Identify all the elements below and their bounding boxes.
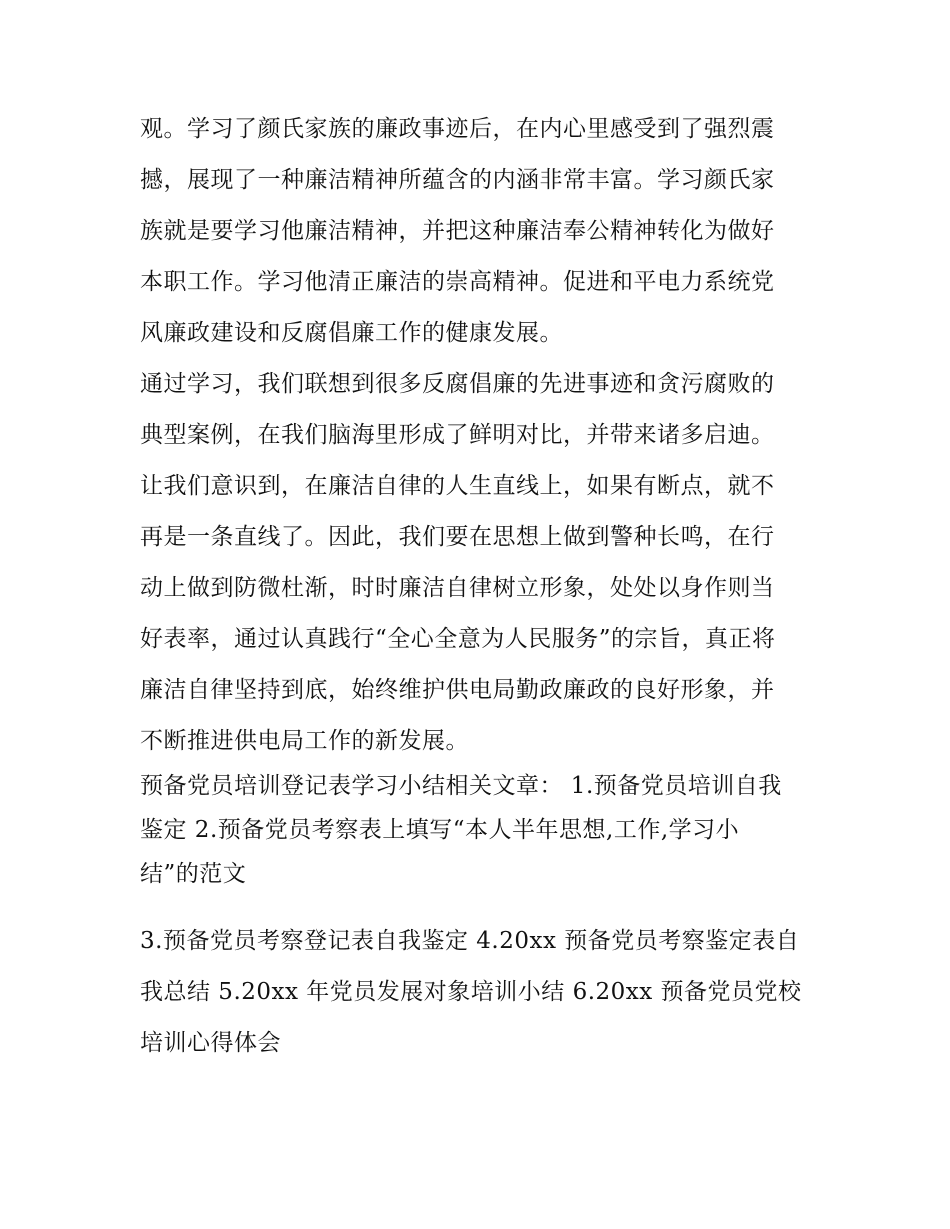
paragraph-line: 不断推进供电局工作的新发展。 [140, 728, 469, 754]
paragraph-line: 撼，展现了一种廉洁精神所蕴含的内涵非常丰富。学习颜氏家 [140, 167, 775, 193]
paragraph-line: 我总结 5.20xx 年党员发展对象培训小结 6.20xx 预备党员党校 [140, 979, 802, 1005]
paragraph-line: 让我们意识到，在廉洁自律的人生直线上，如果有断点，就不 [140, 473, 775, 499]
paragraph-line: 典型案例，在我们脑海里形成了鲜明对比，并带来诸多启迪。 [140, 422, 775, 448]
paragraph-line: 廉洁自律坚持到底，始终维护供电局勤政廉政的良好形象，并 [140, 677, 775, 703]
related-articles-list [140, 916, 820, 1069]
paragraph-line: 族就是要学习他廉洁精神，并把这种廉洁奉公精神转化为做好 [140, 218, 775, 244]
paragraph-line: 结”的范文 [140, 861, 247, 887]
paragraph-line: 本职工作。学习他清正廉洁的崇高精神。促进和平电力系统党 [140, 269, 775, 295]
paragraph-line: 好表率，通过认真践行“全心全意为人民服务”的宗旨，真正将 [140, 626, 776, 652]
paragraph-line: 动上做到防微杜渐，时时廉洁自律树立形象，处处以身作则当 [140, 575, 775, 601]
paragraph-line: 通过学习，我们联想到很多反腐倡廉的先进事迹和贪污腐败的 [140, 371, 775, 397]
paragraph-line: 培训心得体会 [140, 1030, 281, 1056]
paragraph-2 [140, 359, 820, 767]
related-articles-heading [140, 764, 820, 896]
paragraph-line: 再是一条直线了。因此，我们要在思想上做到警种长鸣，在行 [140, 524, 775, 550]
paragraph-line: 观。学习了颜氏家族的廉政事迹后，在内心里感受到了强烈震 [140, 116, 775, 142]
paragraph-line: 风廉政建设和反腐倡廉工作的健康发展。 [140, 320, 563, 346]
paragraph-line: 鉴定 2.预备党员考察表上填写“本人半年思想,工作,学习小 [140, 817, 740, 843]
paragraph-line: 3.预备党员考察登记表自我鉴定 4.20xx 预备党员考察鉴定表自 [140, 928, 800, 954]
paragraph-line: 预备党员培训登记表学习小结相关文章： 1.预备党员培训自我 [140, 773, 782, 799]
paragraph-1 [140, 104, 820, 359]
